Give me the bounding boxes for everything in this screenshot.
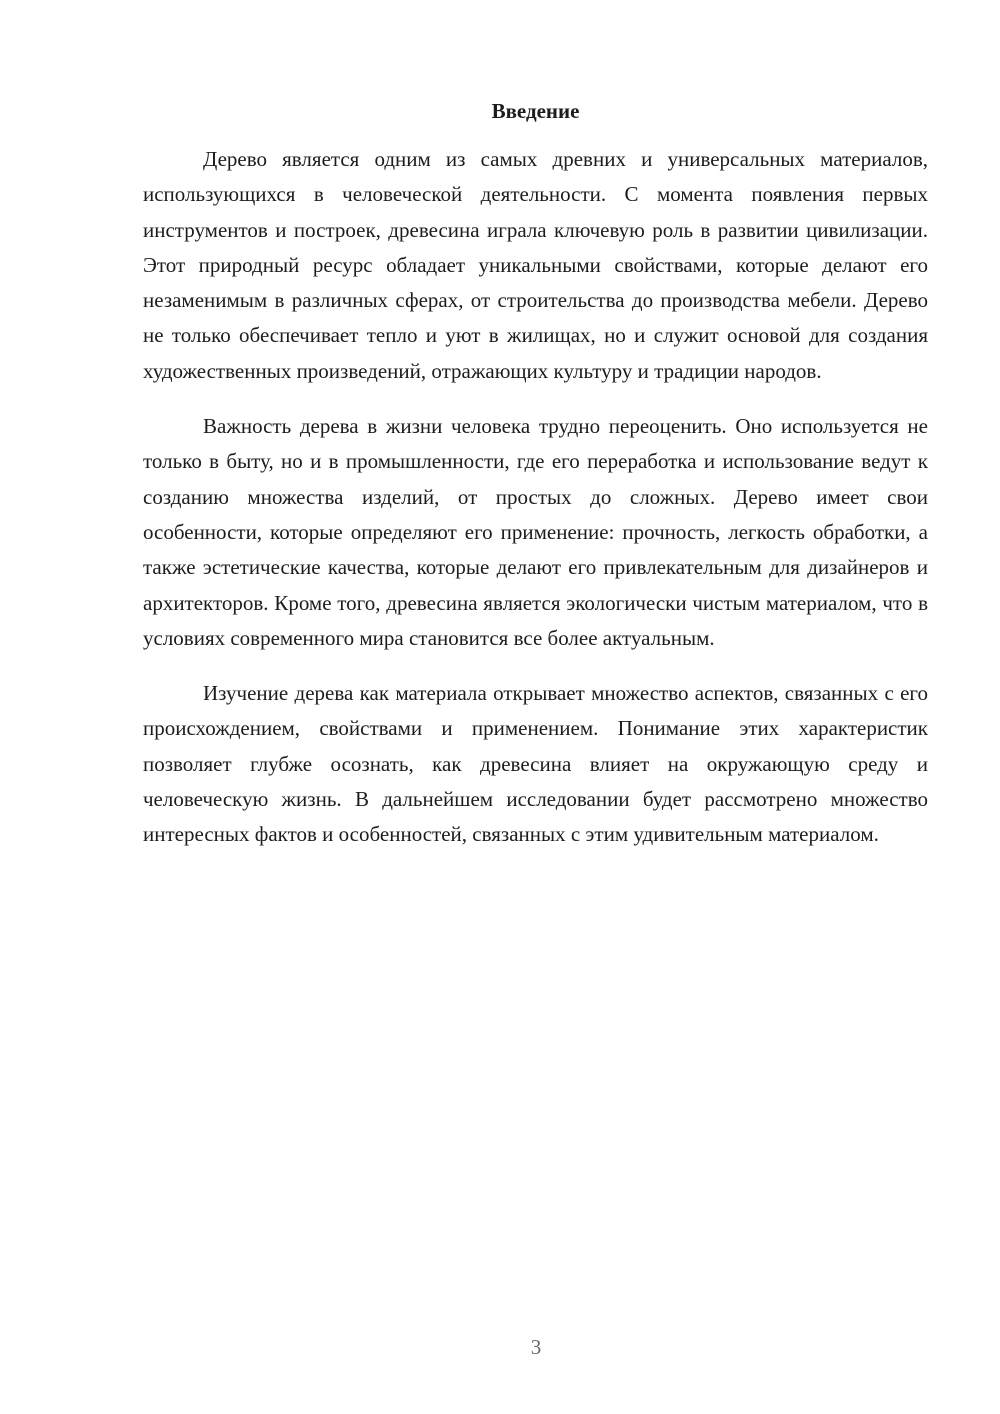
paragraph-2: Важность дерева в жизни человека трудно переоценить. Оно используется не только в быту, но и в промышленности, где его переработка и использование ведут к созданию множества изделий, от простых до сложных. Дерево имеет свои особенности, которые определяют его применение: прочность, легкость обработки, а также эстетические качества, которые делают его привлекательным для дизайнеров и архитекторов. Кроме того, древесина является экологически чистым материалом, что в условиях современного мира становится все более актуальным.	[143, 414, 928, 650]
section-heading: Введение	[491, 99, 580, 123]
page-number: 3	[530, 1335, 542, 1359]
paragraph-1: Дерево является одним из самых древних и универсальных материалов, использующихся в человеческой деятельности. С момента появления первых инструментов и построек, древесина играла ключевую роль в развитии цивилизации. Этот природный ресурс обладает уникальными свойствами, которые делают его незаменимым в различных сферах, от строительства до производства мебели. Дерево не только обеспечивает тепло и уют в жилищах, но и служит основой для создания художественных произведений, отражающих культуру и традиции народов.	[143, 147, 928, 383]
body-text	[143, 142, 928, 873]
paragraph-3: Изучение дерева как материала открывает множество аспектов, связанных с его происхождением, свойствами и применением. Понимание этих характеристик позволяет глубже осознать, как древесина влияет на окружающую среду и человеческую жизнь. В дальнейшем исследовании будет рассмотрено множество интересных фактов и особенностей, связанных с этим удивительным материалом.	[143, 681, 928, 847]
